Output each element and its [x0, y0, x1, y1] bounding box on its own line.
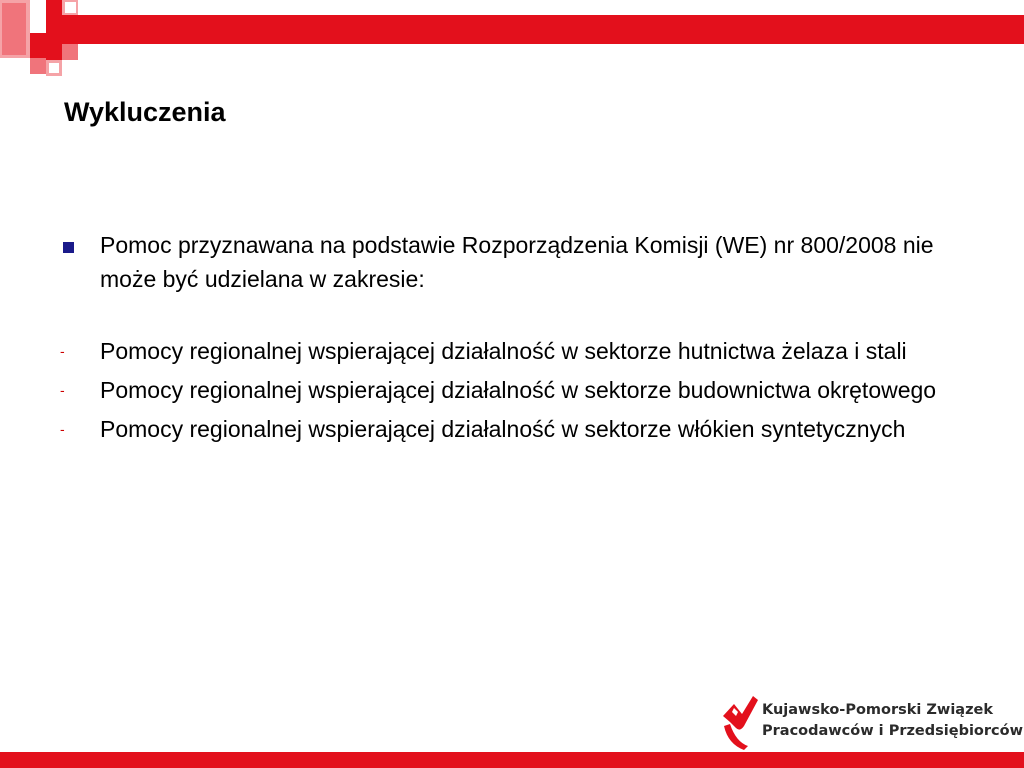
- list-item-text: Pomocy regionalnej wspierającej działalność w sektorze hutnictwa żelaza i stali: [100, 338, 907, 364]
- bottom-red-bar: [0, 752, 1024, 768]
- slide-content: [58, 228, 978, 446]
- square-bullet-icon: [58, 228, 74, 262]
- logo-line-2: Pracodawców i Przedsiębiorców: [762, 723, 1023, 739]
- dash-bullet-icon: -: [60, 382, 65, 398]
- logo-line-1: Kujawsko-Pomorski Związek: [762, 702, 994, 718]
- list-item-text: Pomocy regionalnej wspierającej działalność w sektorze włókien syntetycznych: [100, 416, 906, 442]
- slide-title: Wykluczenia: [64, 97, 226, 127]
- list-item: [58, 334, 978, 368]
- intro-item: [58, 228, 978, 296]
- list-item: [58, 373, 978, 407]
- logo-mark-icon: [720, 694, 762, 750]
- intro-text: Pomoc przyznawana na podstawie Rozporządzenia Komisji (WE) nr 800/2008 nie może być udzielana w zakresie:: [100, 232, 934, 292]
- list-item-text: Pomocy regionalnej wspierającej działalność w sektorze budownictwa okrętowego: [100, 377, 937, 403]
- top-red-bar: [46, 15, 1024, 44]
- dash-bullet-icon: -: [60, 421, 65, 437]
- organization-logo: [720, 694, 1023, 750]
- dash-bullet-icon: -: [60, 343, 65, 359]
- list-item: [58, 412, 978, 446]
- logo-text: [762, 700, 1023, 742]
